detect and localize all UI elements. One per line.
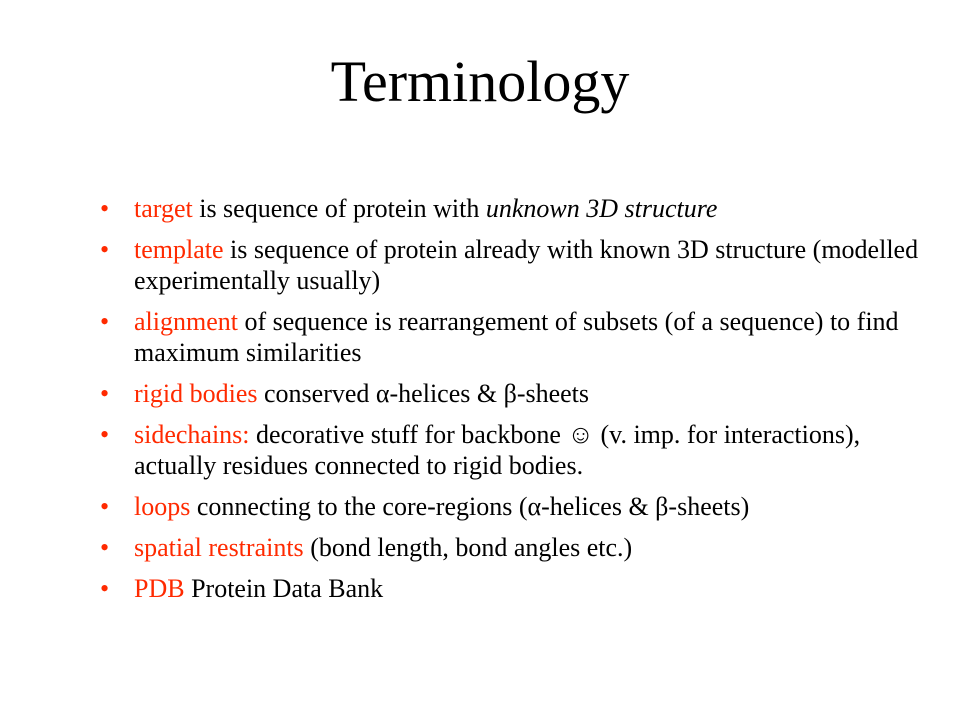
term-label: spatial restraints bbox=[134, 533, 304, 562]
term-description: of sequence is rearrangement of subsets (of a sequence) to find maximum similarities bbox=[134, 307, 899, 367]
bullet-item-rigid-bodies bbox=[100, 378, 920, 409]
bullet-item-pdb bbox=[100, 573, 920, 604]
term-label: template bbox=[134, 235, 224, 264]
term-label: alignment bbox=[134, 307, 238, 336]
term-label: target bbox=[134, 194, 193, 223]
slide-title: Terminology bbox=[330, 49, 630, 114]
bullet-point: • bbox=[100, 235, 110, 264]
bullet-item-spatial-restraints bbox=[100, 532, 920, 563]
term-label: PDB bbox=[134, 574, 185, 603]
bullet-point: • bbox=[100, 194, 110, 223]
bullet-item-alignment bbox=[100, 306, 920, 368]
bullet-item-loops bbox=[100, 491, 920, 522]
term-description: conserved α-helices & β-sheets bbox=[257, 379, 590, 408]
term-label: rigid bodies bbox=[134, 379, 258, 408]
term-description: Protein Data Bank bbox=[184, 574, 384, 603]
term-emphasis: unknown 3D structure bbox=[485, 194, 718, 223]
bullet-item-template bbox=[100, 234, 920, 296]
bullet-item-target bbox=[100, 193, 920, 224]
term-description: (bond length, bond angles etc.) bbox=[303, 533, 633, 562]
bullet-point: • bbox=[100, 379, 110, 408]
term-description: connecting to the core-regions (α-helices & β-sheets) bbox=[190, 492, 750, 521]
term-description: decorative stuff for backbone ☺ (v. imp. for interactions), actually residues connected to rigid bodies. bbox=[134, 420, 861, 480]
bullet-list bbox=[100, 193, 920, 614]
bullet-point: • bbox=[100, 574, 110, 603]
bullet-item-sidechains bbox=[100, 419, 920, 481]
bullet-point: • bbox=[100, 533, 110, 562]
bullet-point: • bbox=[100, 420, 110, 449]
term-label: sidechains: bbox=[134, 420, 250, 449]
bullet-point: • bbox=[100, 307, 110, 336]
bullet-point: • bbox=[100, 492, 110, 521]
term-label: loops bbox=[134, 492, 191, 521]
term-description: is sequence of protein already with known 3D structure (modelled experimentally usually) bbox=[134, 235, 919, 295]
term-description: is sequence of protein with bbox=[192, 194, 486, 223]
